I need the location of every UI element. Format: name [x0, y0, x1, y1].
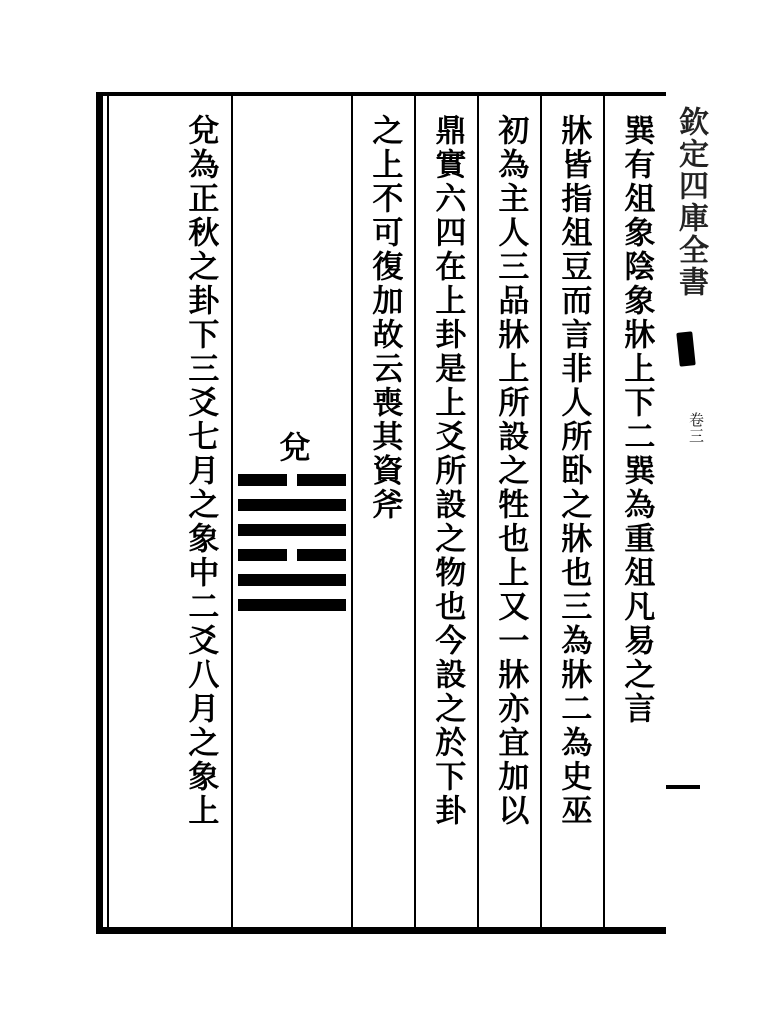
hexagram-name: 兌	[273, 430, 310, 464]
text-column-3	[477, 96, 540, 927]
hexagram-line-3	[238, 549, 346, 561]
column-text: 鼎實六四在上卦是上爻所設之物也今設之於下卦	[429, 114, 466, 828]
text-column-container	[103, 96, 666, 927]
hexagram-line-1	[238, 599, 346, 611]
text-column-5	[351, 96, 414, 927]
line-segment	[238, 474, 287, 486]
running-title: 欽定四庫全書	[673, 106, 708, 298]
line-segment	[297, 474, 346, 486]
line-segment	[238, 599, 346, 611]
text-column-1	[603, 96, 666, 927]
line-segment	[238, 499, 346, 511]
ink-blot	[676, 331, 695, 366]
column-text: 巽有俎象陰象牀上下二巽為重俎凡易之言	[618, 114, 655, 726]
line-segment	[238, 524, 346, 536]
hexagram-line-5	[238, 499, 346, 511]
line-segment	[238, 574, 346, 586]
line-segment	[238, 549, 287, 561]
text-column-2	[540, 96, 603, 927]
column-text: 初為主人三品牀上所設之牲也上又一牀亦宜加以	[492, 114, 529, 828]
hexagram-line-6	[238, 474, 346, 486]
text-column-6	[168, 96, 231, 927]
page-margin-banxin	[666, 92, 736, 934]
column-text: 兌為正秋之卦下三爻七月之象中二爻八月之象上	[182, 114, 219, 828]
hexagram-diagram	[238, 474, 346, 611]
fold-tick	[666, 785, 700, 789]
hexagram-line-2	[238, 574, 346, 586]
hexagram-line-4	[238, 524, 346, 536]
line-segment	[297, 549, 346, 561]
text-column-4	[414, 96, 477, 927]
page-frame	[96, 92, 666, 934]
column-text: 之上不可復加故云喪其資斧	[366, 114, 403, 522]
volume-mark: 卷三	[687, 412, 705, 444]
column-text: 牀皆指俎豆而言非人所卧之牀也三為牀二為史巫	[555, 114, 592, 828]
hexagram-column	[231, 96, 351, 927]
